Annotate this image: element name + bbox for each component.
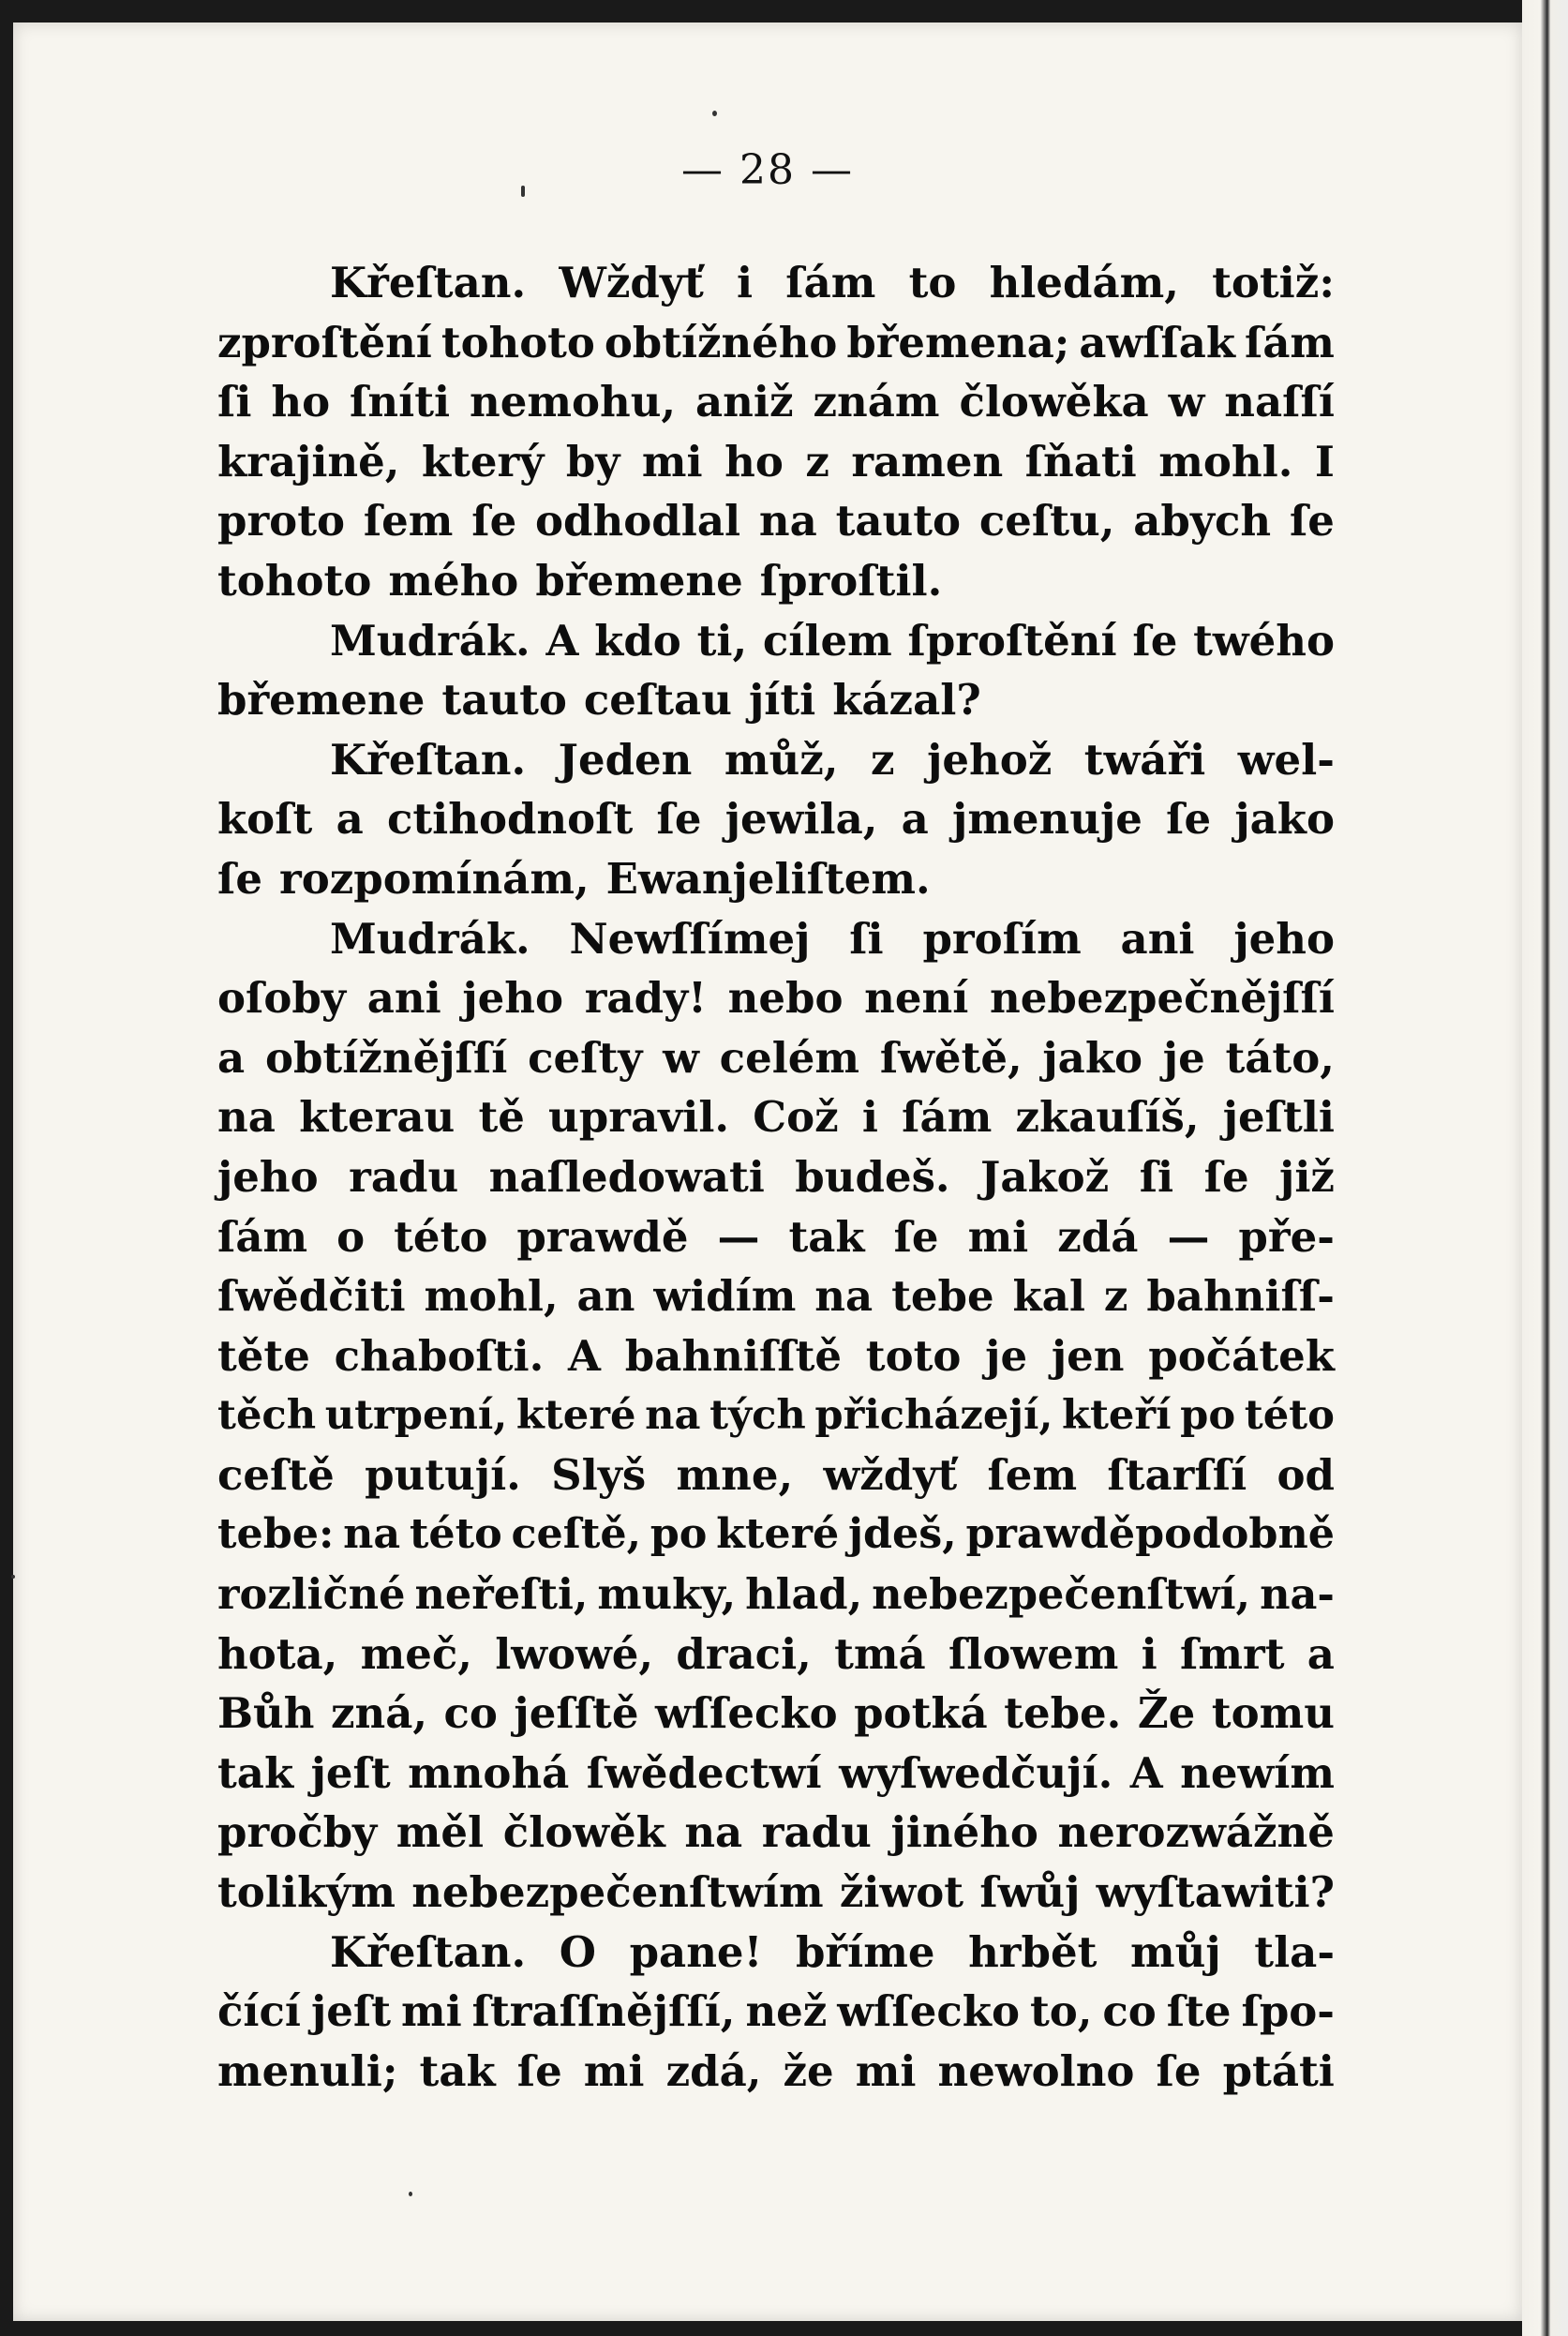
- book-edge: [1522, 0, 1568, 2336]
- text-line: ſi ho ſníti nemohu, aniž znám člowěka w naſſí: [217, 377, 1335, 427]
- text-line: tak jeſt mnohá ſwědectwí wyſwedčují. A newím: [217, 1747, 1335, 1798]
- text-line: Křeſtan. Wždyť i ſám to hledám, totiž:: [330, 258, 1335, 307]
- ink-speck: [409, 2192, 412, 2196]
- text-line: čící jeſt mi ſtraſſnějſſí, než wſſecko to, co ſte ſpo-: [217, 1986, 1335, 2037]
- text-line: hota, meč, lwowé, draci, tmá ſlowem i ſmrt a: [217, 1628, 1335, 1679]
- text-line: tolikým nebezpečenſtwím žiwot ſwůj wyſtawiti?: [217, 1867, 1335, 1918]
- text-line: Mudrák. Newſſímej ſi proſím ani jeho: [330, 913, 1335, 964]
- text-line: proto ſem ſe odhodlal na tauto ceſtu, abych ſe: [217, 496, 1335, 547]
- text-line: těch utrpení, které na tých přicházejí, kteří po této: [217, 1391, 1335, 1440]
- text-line: na kterau tě upravil. Což i ſám zkauſíš, jeſtli: [217, 1092, 1335, 1143]
- ink-speck: [11, 1575, 15, 1579]
- text-line: jeho radu naſledowati budeš. Jakož ſi ſe již: [217, 1151, 1335, 1202]
- text-line: a obtížnějſſí ceſty w celém ſwětě, jako je táto,: [217, 1032, 1335, 1083]
- text-line: těte chaboſti. A bahniſſtě toto je jen počátek: [217, 1330, 1335, 1381]
- text-line: ſám o této prawdě — tak ſe mi zdá — pře-: [217, 1211, 1335, 1262]
- ink-speck: [712, 111, 717, 116]
- text-line: menuli; tak ſe mi zdá, že mi newolno ſe ptáti: [217, 2045, 1335, 2096]
- text-line: tohoto mého břemene ſproſtil.: [217, 555, 943, 606]
- page-number: — 28 —: [681, 146, 854, 194]
- text-line: krajině, který by mi ho z ramen ſňati mohl. I: [217, 436, 1335, 487]
- text-line: rozličné neřeſti, muky, hlad, nebezpečenſtwí, na-: [217, 1569, 1335, 1620]
- text-line: Bůh zná, co jeſſtě wſſecko potká tebe. Že tomu: [217, 1688, 1335, 1739]
- text-line: tebe: na této ceſtě, po které jdeš, prawděpodobně: [217, 1509, 1335, 1559]
- text-line: ſwědčiti mohl, an widím na tebe kal z bahniſſ-: [217, 1271, 1335, 1322]
- text-line: pročby měl člowěk na radu jiného nerozwážně: [217, 1807, 1335, 1858]
- text-line: zproſtění tohoto obtížného břemena; awſſak ſám: [217, 317, 1335, 367]
- text-line: ſe rozpomínám, Ewanjeliſtem.: [217, 853, 931, 904]
- text-line: Mudrák. A kdo ti, cílem ſproſtění ſe twého: [330, 615, 1335, 666]
- text-line: koſt a ctihodnoſt ſe jewila, a jmenuje ſe jako: [217, 794, 1335, 845]
- page-text: [217, 253, 1335, 2101]
- ink-speck: [521, 186, 525, 197]
- text-line: ceſtě putují. Slyš mne, wždyť ſem ſtarſſí od: [217, 1449, 1335, 1500]
- text-line: Křeſtan. O pane! bříme hrbět můj tla-: [330, 1926, 1335, 1977]
- text-line: Křeſtan. Jeden můž, z jehož twáři wel-: [330, 734, 1335, 785]
- text-line: břemene tauto ceſtau jíti kázal?: [217, 675, 981, 726]
- text-line: oſoby ani jeho rady! nebo není nebezpečnějſſí: [217, 973, 1335, 1024]
